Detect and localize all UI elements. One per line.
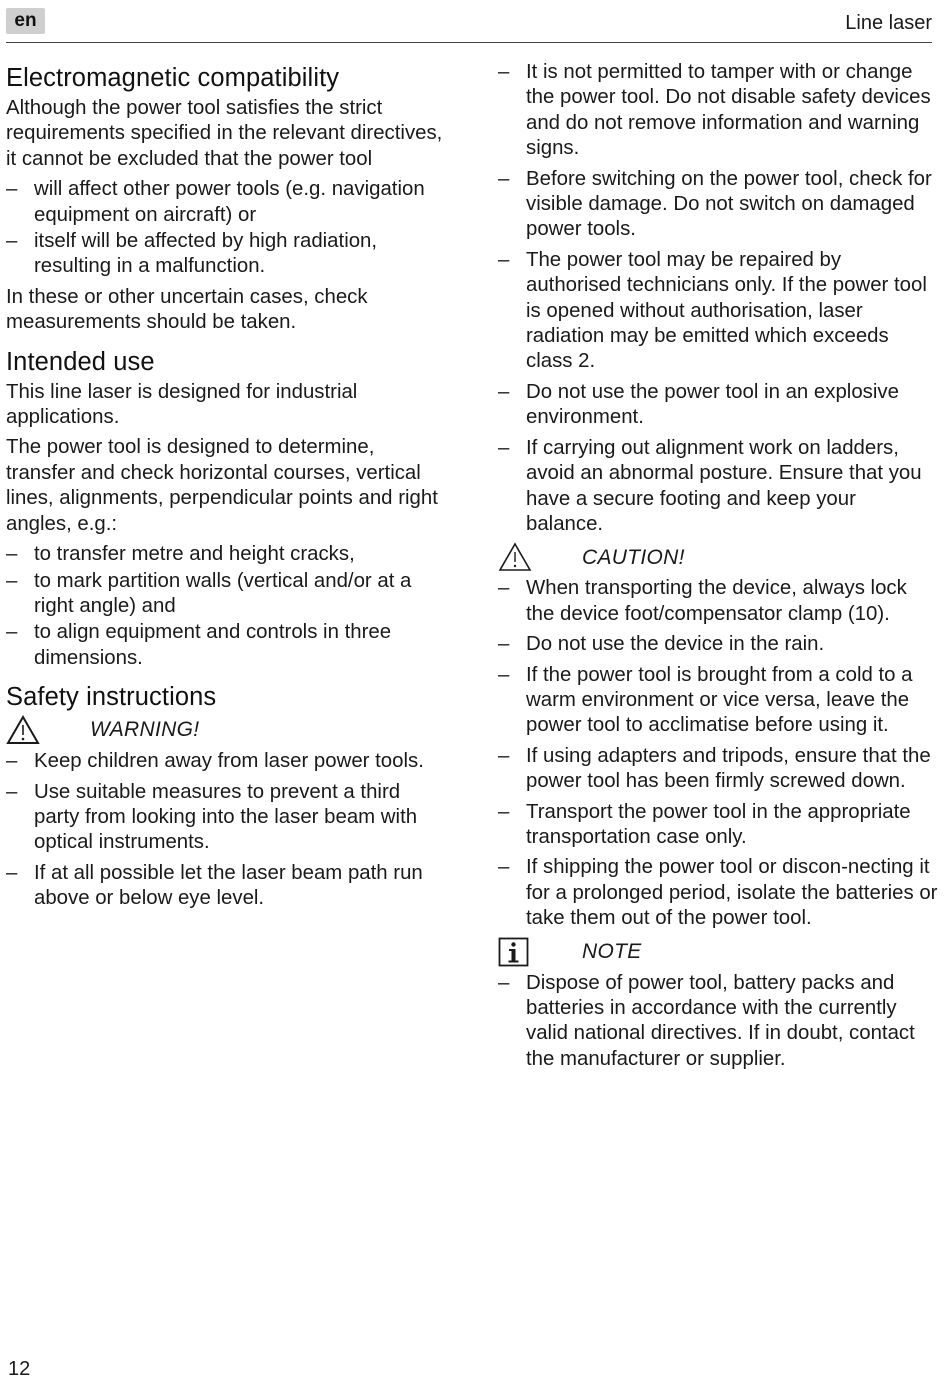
emc-outro: In these or other uncertain cases, check measurements should be taken. [6,285,368,334]
list-item: – It is not permitted to tamper with or change the power tool. Do not disable safety devices and do not remove information and warning signs. [498,60,938,162]
list-item: – The power tool may be repaired by authorised technicians only. If the power tool is opened without authorisation, laser radiation may be emitted which exceeds class 2. [498,248,938,375]
caution-notice [498,542,938,572]
list-item: – If carrying out alignment work on ladders, avoid an abnormal posture. Ensure that you have a secure footing and keep your balance. [498,436,938,538]
list-item: – If shipping the power tool or discon-necting it for a prolonged period, isolate the batteries or take them out of the power tool. [498,855,938,931]
safety-list [6,749,446,911]
warning-label: WARNING! [90,718,200,742]
list-item: – Keep children away from laser power tools. [6,749,446,774]
warning-notice [6,715,446,745]
intended-use-p1: This line laser is designed for industrial applications. [6,380,358,429]
list-item: – Use suitable measures to prevent a third party from looking into the laser beam with optical instruments. [6,780,446,856]
list-item: – If at all possible let the laser beam path run above or below eye level. [6,861,446,912]
list-item: – If using adapters and tripods, ensure that the power tool has been firmly screwed down. [498,744,938,795]
list-item: – Transport the power tool in the appropriate transportation case only. [498,800,938,851]
header-divider [6,42,932,43]
list-item: – to align equipment and controls in three dimensions. [6,620,446,671]
intended-use-list [6,542,446,671]
caution-list [498,576,938,931]
list-item: – Do not use the device in the rain. [498,632,938,657]
list-item: – to transfer metre and height cracks, [6,542,446,567]
list-item: – to mark partition walls (vertical and/or at a right angle) and [6,569,446,620]
note-label: NOTE [582,939,642,963]
warning-triangle-icon [6,715,40,745]
safety-list-continued [498,60,938,537]
list-item: – itself will be affected by high radiation, resulting in a malfunction. [6,229,446,280]
info-icon [498,937,532,967]
emc-intro: Although the power tool satisfies the strict requirements specified in the relevant directives, it cannot be excluded that the power tool [6,97,443,170]
language-badge: en [6,8,45,34]
list-item: – If the power tool is brought from a cold to a warm environment or vice versa, leave the power tool to acclimatise before using it. [498,663,938,739]
list-item: – will affect other power tools (e.g. navigation equipment on aircraft) or [6,177,446,228]
list-item: – Before switching on the power tool, check for visible damage. Do not switch on damaged power tools. [498,167,938,243]
intended-use-p2: The power tool is designed to determine, transfer and check horizontal courses, vertical lines, alignments, perpendicular points and right angles, e.g.: [6,436,438,535]
list-item: – When transporting the device, always lock the device foot/compensator clamp (10). [498,576,938,627]
warning-triangle-icon [498,542,532,572]
page-number: 12 [8,1358,31,1380]
caution-label: CAUTION! [582,545,685,569]
note-notice [498,937,938,967]
list-item: – Dispose of power tool, battery packs and batteries in accordance with the currently valid national directives. If in doubt, contact the manufacturer or supplier. [498,971,938,1073]
emc-list [6,177,446,280]
right-column [498,60,938,1077]
intended-use-heading: Intended use [6,347,155,376]
note-list [498,971,938,1073]
safety-heading: Safety instructions [6,683,217,712]
emc-heading: Electromagnetic compatibility [6,64,340,92]
page-header-title: Line laser [845,12,932,34]
list-item: – Do not use the power tool in an explosive environment. [498,380,938,431]
left-column [6,60,446,917]
